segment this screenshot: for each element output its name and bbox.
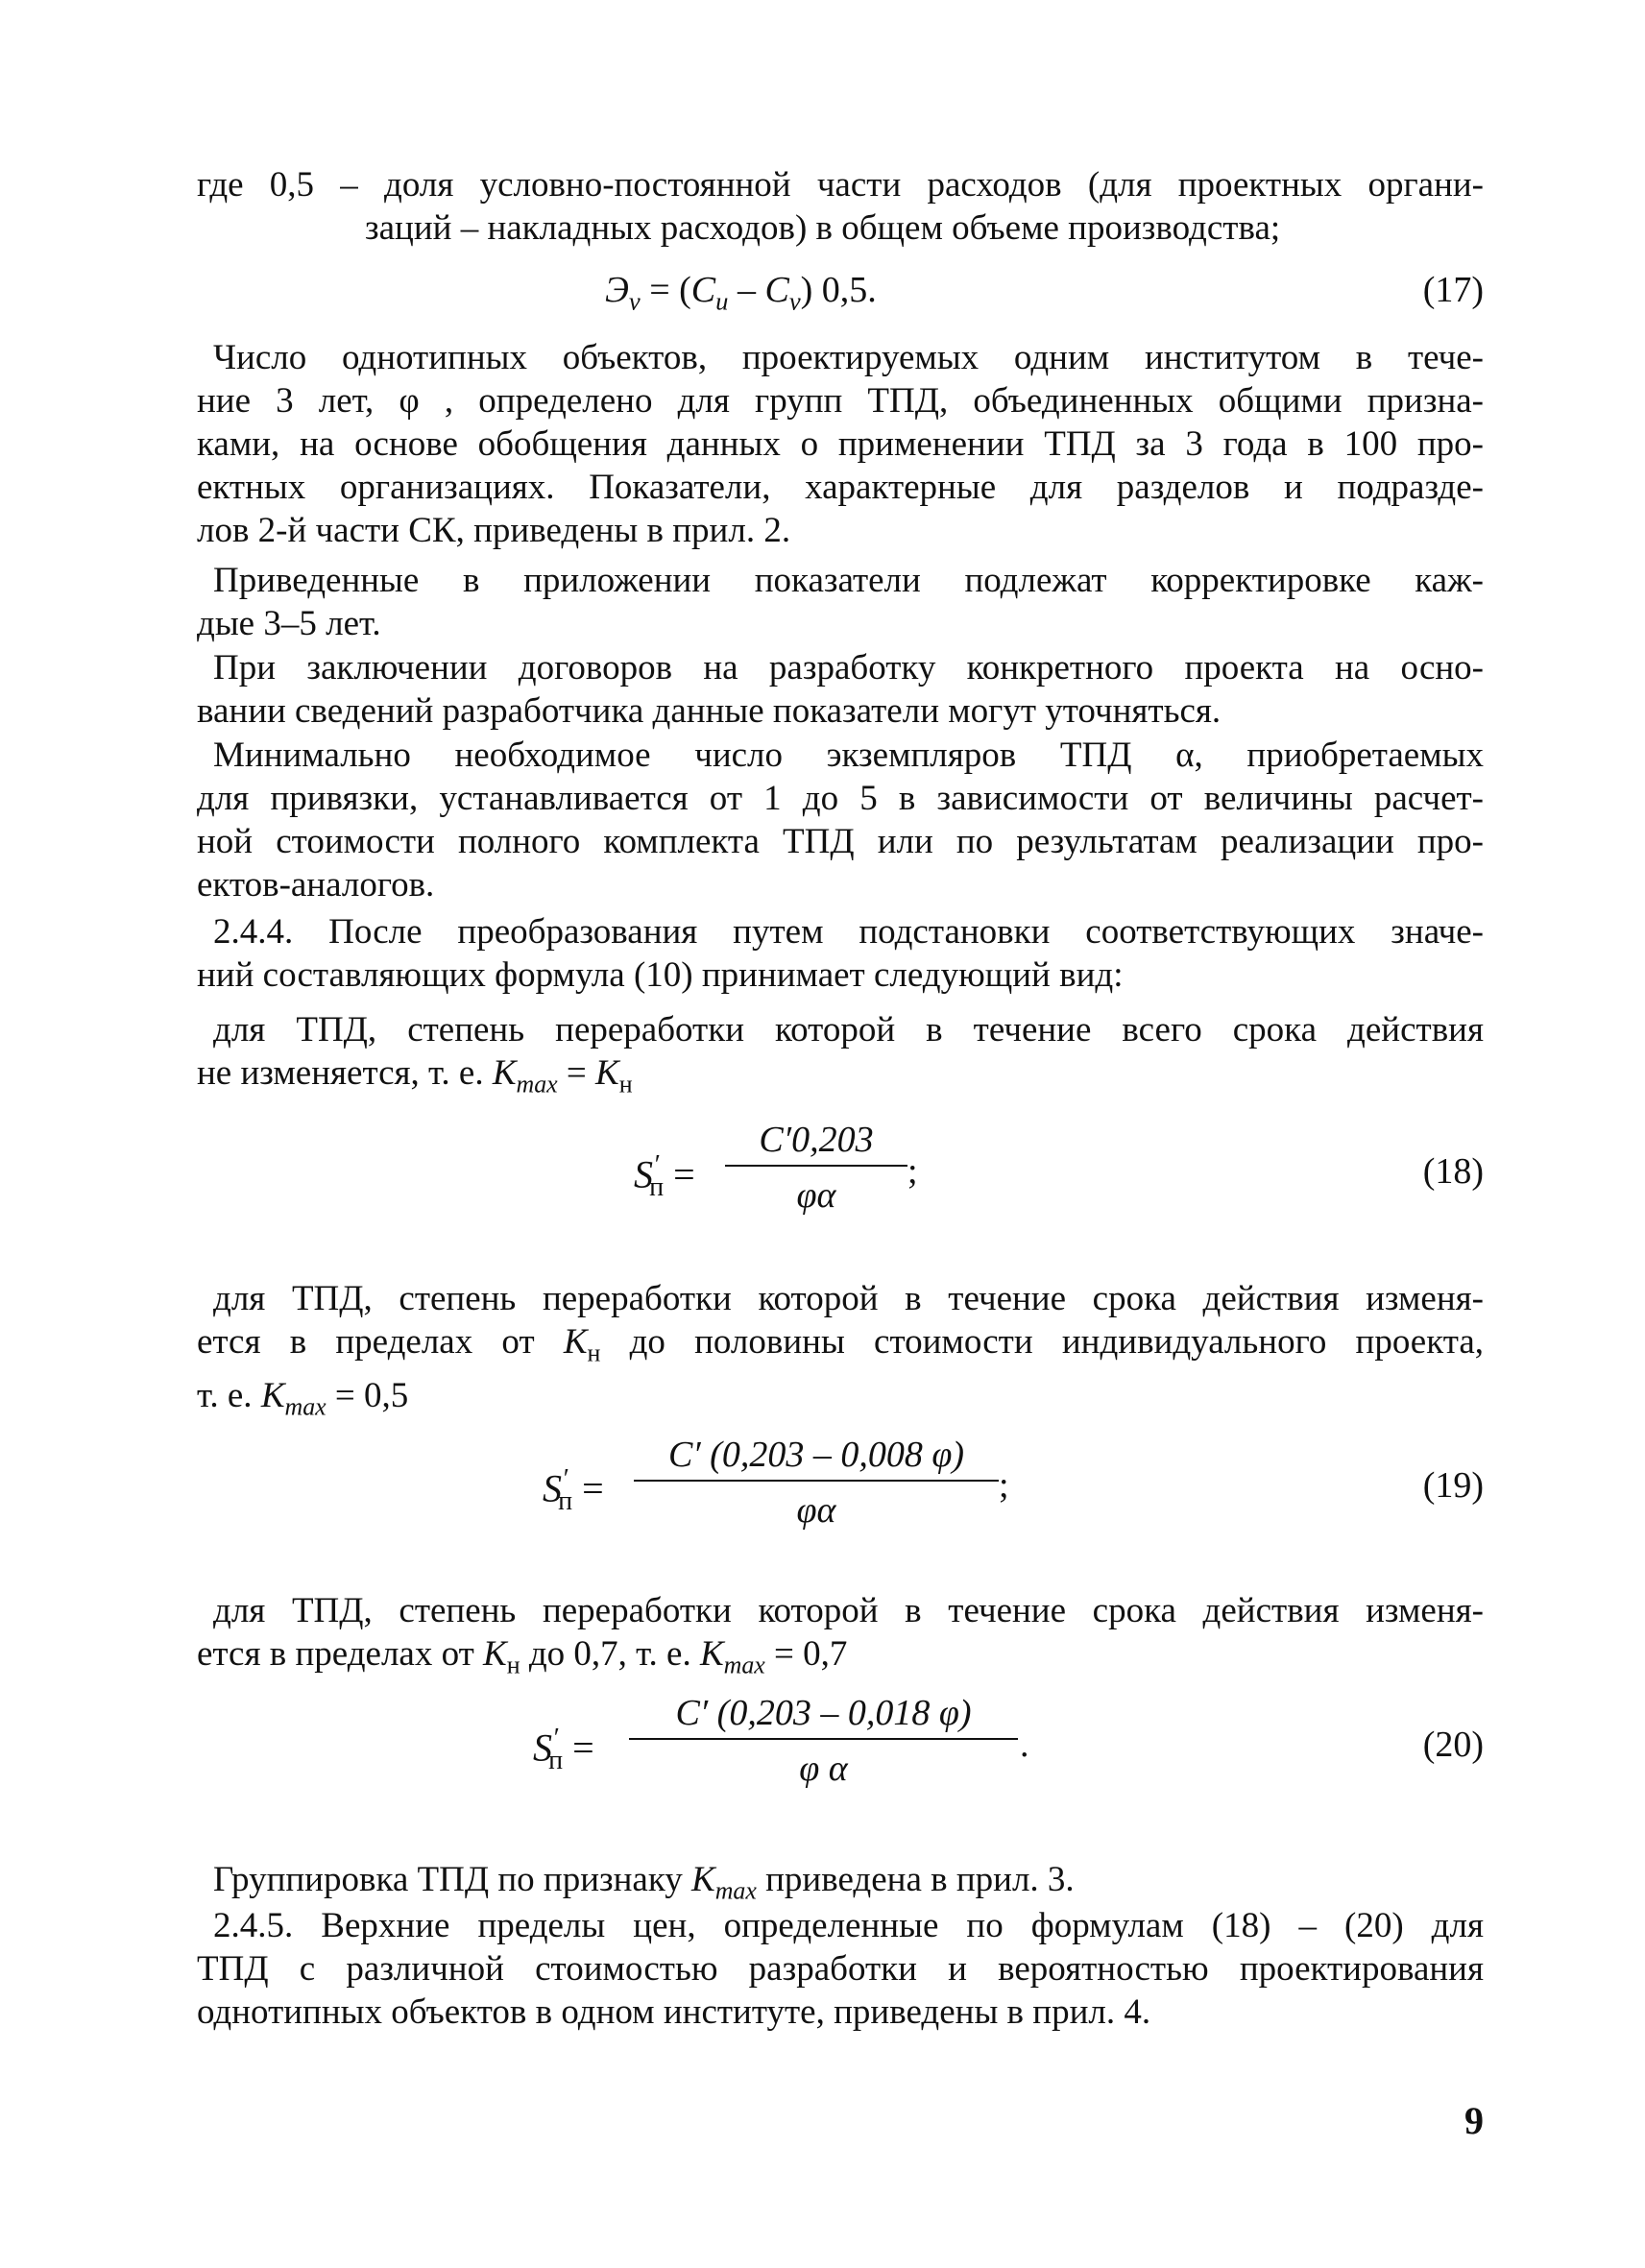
formula-19-number: (19)	[1422, 1465, 1484, 1506]
paragraph-7: для ТПД, степень переработки которой в течение срока действия изменя- ется в пределах от $K_н$ до половины стоимости индивидуального проекта, т. е. $K_{max} = 0,5$	[197, 1279, 1484, 1421]
formula-20-denominator: φ α	[799, 1749, 848, 1789]
formula-18-lhs: $S'_п$ =	[634, 1150, 695, 1203]
paragraph-4: Минимально необходимое число экземпляров ТПД α, приобретаемых для привязки, устанавливается от 1 до 5 в зависимости от величины расчет- ной стоимости полного комплекта ТПД или по результатам реализации про- ектов-аналогов.	[197, 736, 1484, 905]
formula-19-numerator: С′ (0,203 – 0,008 φ)	[634, 1434, 999, 1482]
paragraph-10: 2.4.5. Верхние пределы цен, определенные по формулам (18) – (20) для ТПД с различной стоимостью разработки и вероятностью проектирования однотипных объектов в одном институте, приведены в прил. 4.	[197, 1906, 1484, 2032]
formula-17-number: (17)	[1422, 270, 1484, 310]
intro-line: где 0,5 – доля условно-постоянной части расходов (для проектных органи-	[197, 165, 1484, 205]
page-number: 9	[1464, 2099, 1484, 2142]
intro-paragraph	[197, 163, 1484, 250]
formula-17: $Э_v = (С_и - С_v)$ 0,5.	[605, 270, 877, 316]
formula-20-tail: .	[1020, 1725, 1029, 1765]
paragraph-5: 2.4.4. После преобразования путем подстановки соответствующих значе- ний составляющих формула (10) принимает следующий вид:	[197, 912, 1484, 995]
formula-19-denominator: φα	[796, 1490, 836, 1531]
paragraph-8: для ТПД, степень переработки которой в течение срока действия изменя- ется в пределах от $K_н$ до 0,7, т. е. $K_{max} = 0,7$	[197, 1591, 1484, 1679]
paragraph-1: Число однотипных объектов, проектируемых одним институтом в тече- ние 3 лет, φ , определено для групп ТПД, объединенных общими призна- ками, на основе обобщения данных о применении ТПД за 3 года в 100 про- ектных организациях. Показатели, характерные для разделов и подразде- лов 2-й части СК, приведены в прил. 2.	[197, 338, 1484, 550]
formula-19-tail: ;	[999, 1465, 1009, 1506]
intro-line: заций – накладных расходов) в общем объеме производства;	[365, 208, 1281, 248]
formula-18-tail: ;	[907, 1151, 918, 1192]
formula-19-fraction	[634, 1434, 999, 1532]
formula-19-lhs: $S'_п$ =	[543, 1464, 604, 1517]
formula-20-numerator: С′ (0,203 – 0,018 φ)	[629, 1692, 1018, 1740]
formula-18-number: (18)	[1422, 1151, 1484, 1192]
paragraph-3: При заключении договоров на разработку конкретного проекта на осно- вании сведений разработчика данные показатели могут уточняться.	[197, 648, 1484, 731]
paragraph-2: Приведенные в приложении показатели подлежат корректировке каж- дые 3–5 лет.	[197, 561, 1484, 643]
formula-20-fraction	[629, 1692, 1018, 1790]
formula-18-numerator: С′0,203	[725, 1119, 907, 1167]
paragraph-6: для ТПД, степень переработки которой в течение всего срока действия не изменяется, т. е. $K_{max} = K_н$	[197, 1010, 1484, 1098]
formula-20-number: (20)	[1422, 1725, 1484, 1765]
paragraph-9: Группировка ТПД по признаку $K_{max}$ приведена в прил. 3.	[213, 1860, 1075, 1905]
formula-18-denominator: φα	[796, 1175, 836, 1216]
formula-18-fraction	[725, 1119, 907, 1217]
formula-20-lhs: $S'_п$ =	[533, 1724, 594, 1776]
